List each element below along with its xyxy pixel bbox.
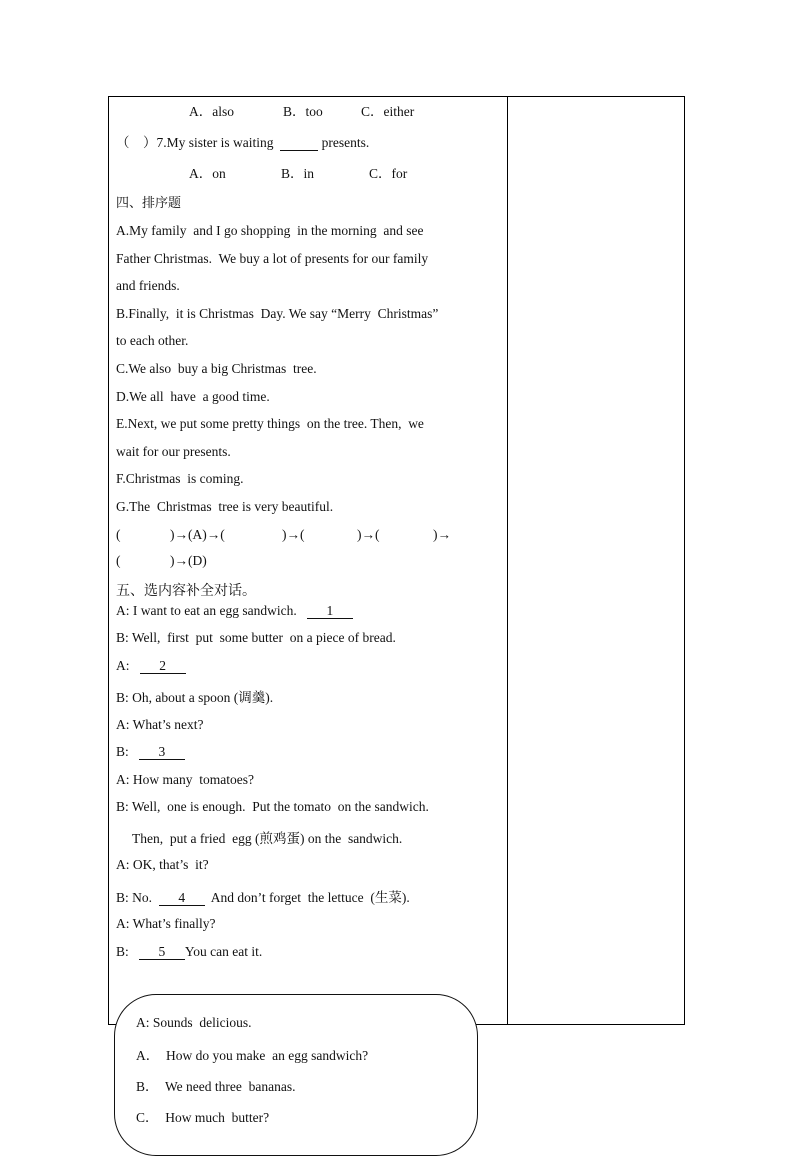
section4-heading: 四、排序题: [116, 196, 182, 211]
answer-blank: 2: [140, 659, 186, 674]
sec4-line: wait for our presents.: [116, 444, 231, 459]
q7-answer-paren: （ ）: [116, 135, 157, 151]
dialogue-line: [116, 744, 185, 760]
q7-question: [116, 131, 369, 151]
table-right-border: [684, 96, 685, 1025]
section5-heading: 五、选内容补全对话。: [116, 583, 256, 599]
sec4-line: G.The Christmas tree is very beautiful.: [116, 499, 334, 514]
dialogue-text: And don’t forget the lettuce (: [204, 890, 375, 905]
dialogue-text: A: I want to eat an egg sandwich.: [116, 603, 297, 618]
table-column-divider: [507, 96, 508, 1025]
dialogue-line: [116, 944, 262, 960]
q7-option-a: A．on: [189, 166, 226, 181]
sec4-line: B.Finally, it is Christmas Day. We say “Merry Christmas”: [116, 306, 439, 321]
dialogue-line: [116, 658, 186, 674]
order-paren: )→(: [282, 527, 305, 542]
order-paren: (: [116, 553, 121, 568]
dialogue-line: B: Well, first put some butter on a piece of bread.: [116, 630, 396, 645]
order-paren: )→(A)→(: [170, 527, 225, 542]
sec4-line: F.Christmas is coming.: [116, 471, 244, 486]
bubble-option-c: C． How much butter?: [136, 1110, 270, 1125]
dialogue-text: B: Oh, about a spoon (: [116, 690, 239, 705]
q7-text-after: presents.: [321, 135, 370, 150]
bubble-option-a: A． How do you make an egg sandwich?: [136, 1048, 369, 1063]
dialogue-line: B: Well, one is enough. Put the tomato on the sandwich.: [116, 799, 429, 814]
dialogue-cjk: 煎鸡蛋: [259, 831, 300, 847]
q7-option-b: B．in: [281, 166, 315, 181]
order-paren: )→(: [357, 527, 380, 542]
sec4-line: D.We all have a good time.: [116, 389, 270, 404]
order-paren: (: [116, 527, 121, 542]
dialogue-text: B: No.: [116, 890, 153, 905]
table-top-border: [108, 96, 685, 97]
sec4-line: A.My family and I go shopping in the morning and see: [116, 223, 424, 238]
sec4-line: E.Next, we put some pretty things on the tree. Then, we: [116, 416, 424, 431]
sec4-line: to each other.: [116, 333, 189, 348]
dialogue-cjk: 生菜: [374, 890, 402, 906]
dialogue-line: A: How many tomatoes?: [116, 772, 254, 787]
bubble-first-line: A: Sounds delicious.: [136, 1015, 252, 1030]
dialogue-text: B:: [116, 944, 129, 959]
answer-blank: 3: [139, 745, 185, 760]
q7-text: 7.My sister is waiting: [156, 135, 274, 150]
q7-option-c: C．for: [369, 166, 408, 181]
answer-blank: 1: [307, 604, 353, 619]
bubble-option-b: B． We need three bananas.: [136, 1079, 296, 1094]
q6-option-a: A．also: [189, 104, 234, 119]
dialogue-text: B:: [116, 744, 129, 759]
answer-blank: 5: [139, 945, 185, 960]
sec4-line: and friends.: [116, 278, 180, 293]
dialogue-text: ).: [265, 690, 274, 705]
q6-option-b: B．too: [283, 104, 323, 119]
dialogue-line: [116, 603, 353, 619]
answer-blank: 4: [159, 891, 205, 906]
sec4-line: Father Christmas. We buy a lot of presents for our family: [116, 251, 429, 266]
dialogue-text: You can eat it.: [184, 944, 263, 959]
dialogue-line: [116, 886, 410, 906]
q7-blank: [280, 136, 318, 151]
dialogue-text: A:: [116, 658, 130, 673]
dialogue-cjk: 调羹: [238, 690, 266, 706]
dialogue-line: [132, 827, 402, 847]
dialogue-line: [116, 686, 273, 706]
dialogue-text: ) on the sandwich.: [299, 831, 403, 846]
q6-option-c: C．either: [361, 104, 415, 119]
dialogue-line: A: What’s finally?: [116, 916, 216, 931]
order-paren: )→: [433, 527, 451, 542]
dialogue-text: Then, put a fried egg (: [132, 831, 260, 846]
dialogue-text: ).: [401, 890, 410, 905]
sec4-line: C.We also buy a big Christmas tree.: [116, 361, 317, 376]
order-paren: )→(D): [170, 553, 207, 568]
table-left-border: [108, 96, 109, 1025]
dialogue-line: A: What’s next?: [116, 717, 204, 732]
dialogue-line: A: OK, that’s it?: [116, 857, 209, 872]
